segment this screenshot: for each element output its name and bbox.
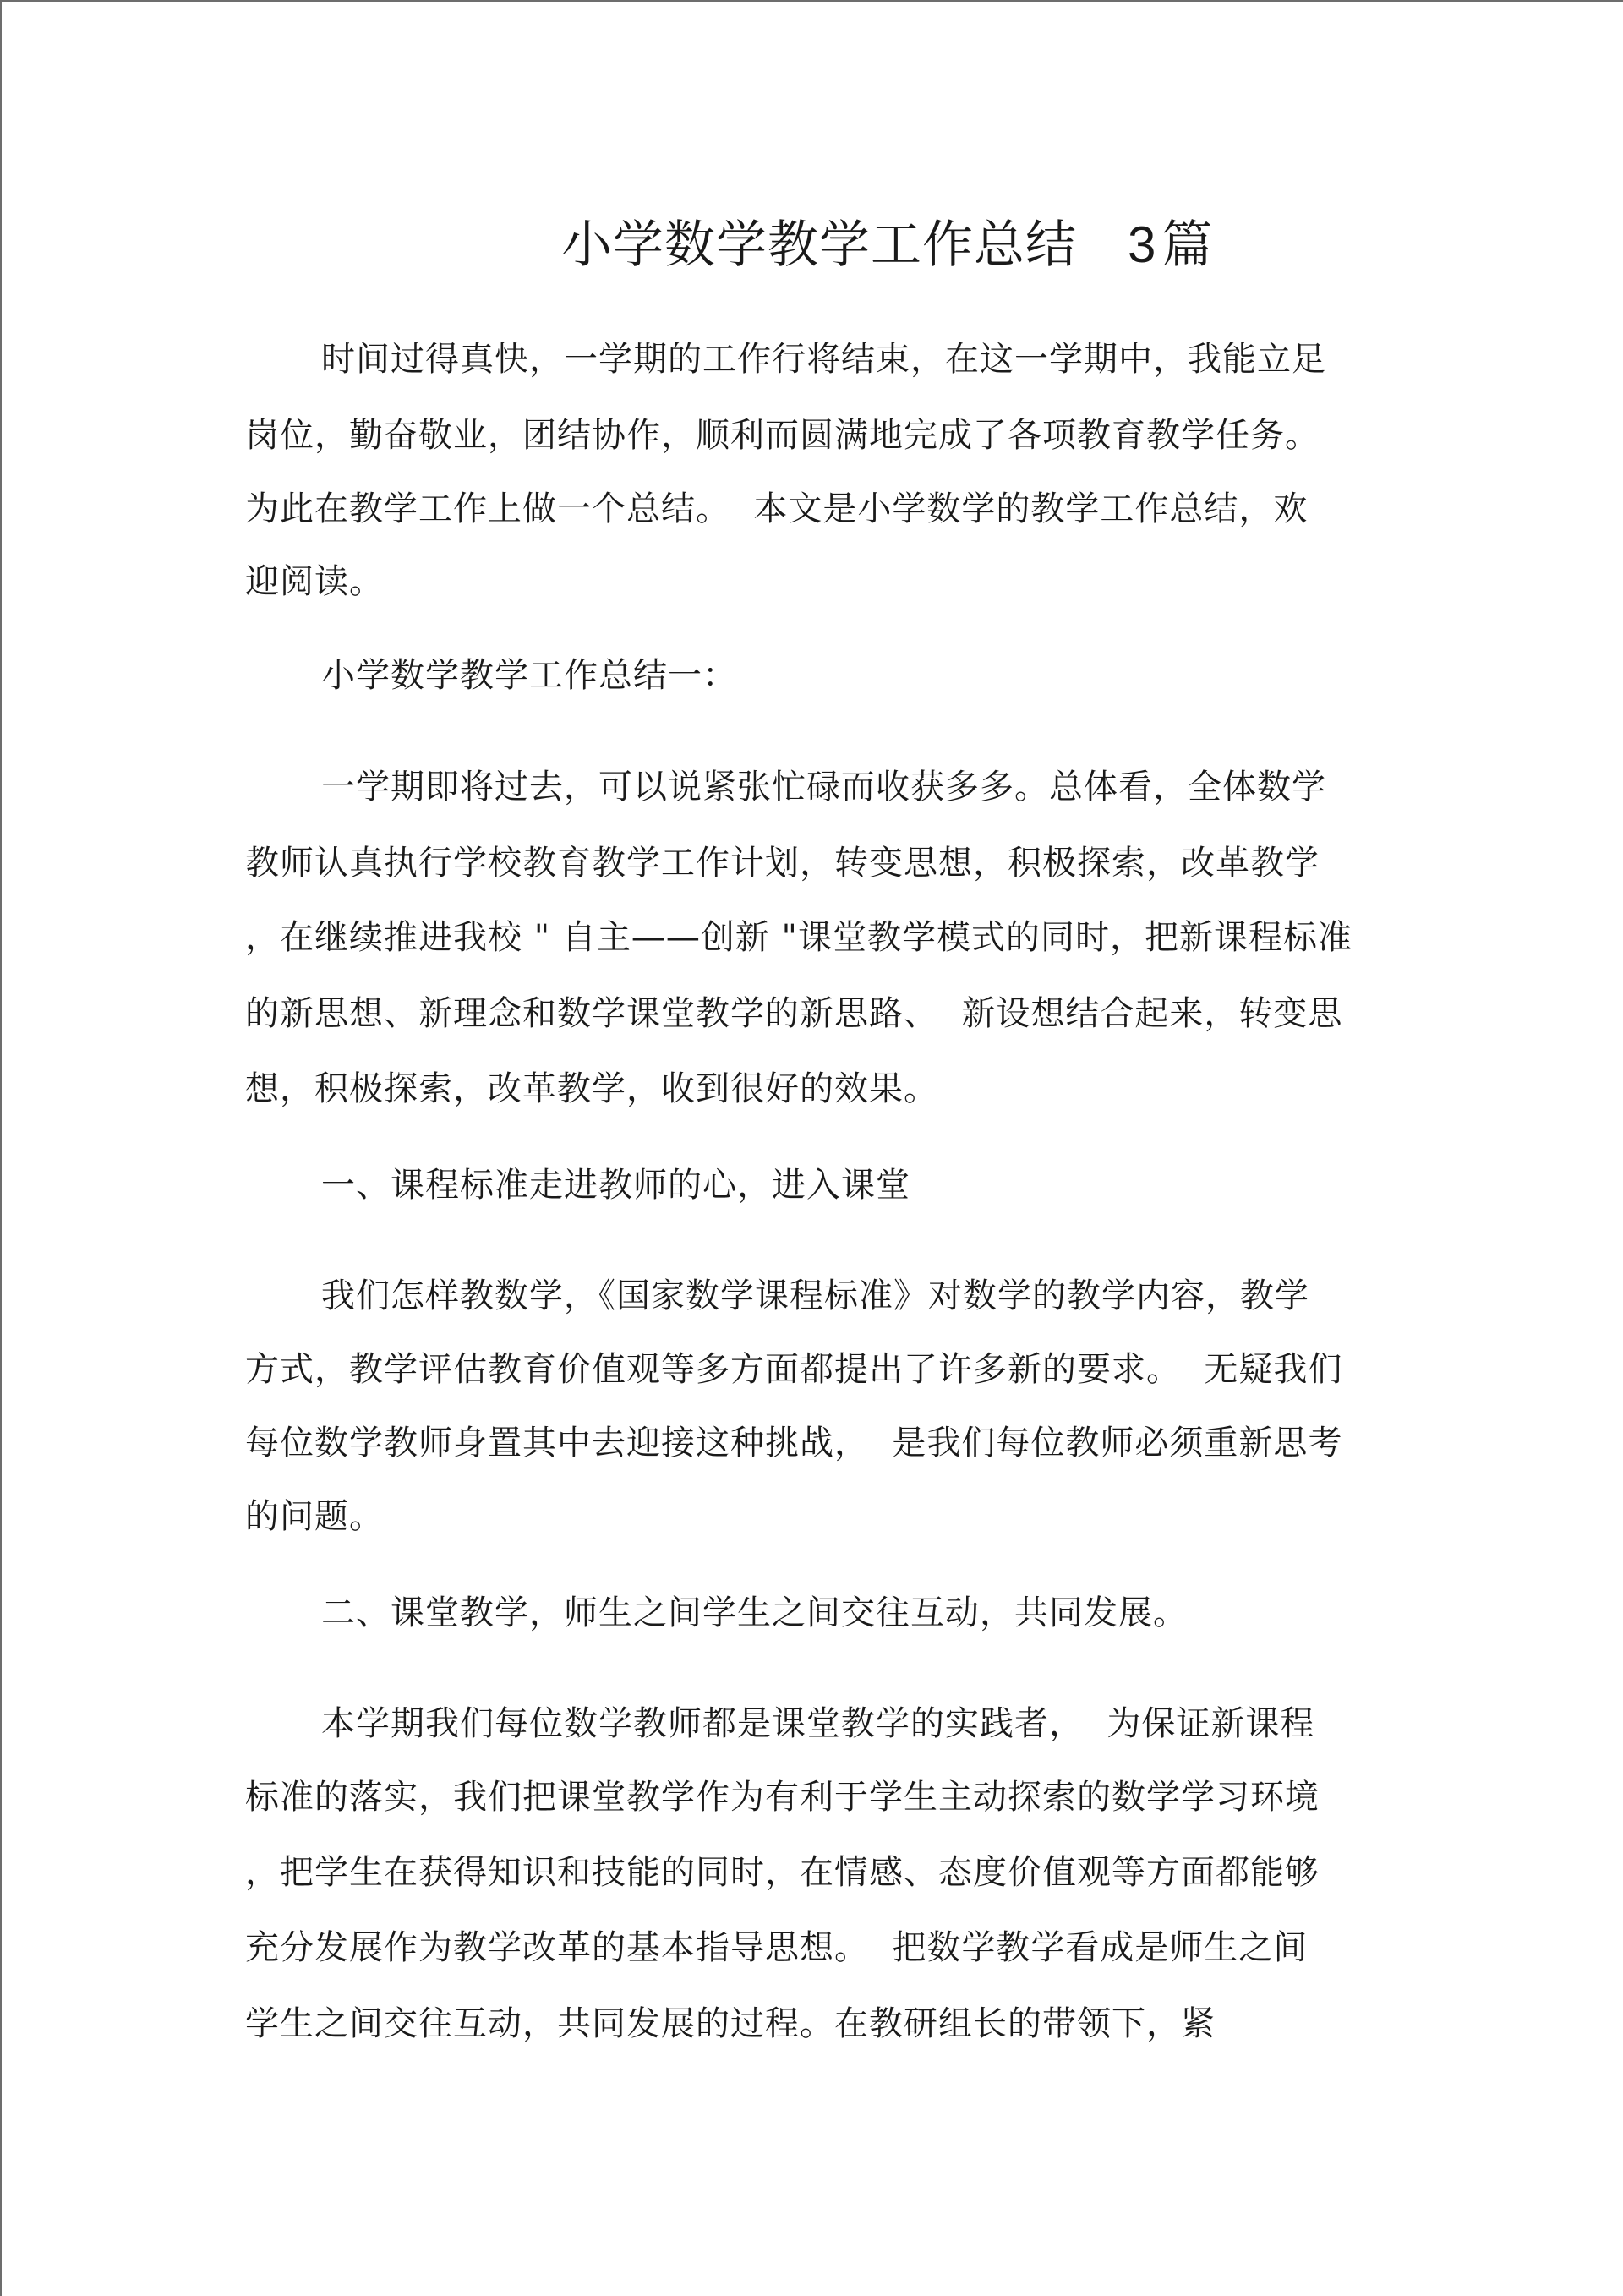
paragraph-line: 方式，教学评估教育价值观等多方面都提出了许多新的要求。 无疑我们 [245,1350,1343,1389]
paragraph-line: 我们怎样教数学，《国家数学课程标准》对数学的教学内容，教学 [321,1276,1309,1315]
paragraph-line: ，在继续推进我校 " 自主——创新 "课堂教学模式的同时，把新课程标准 [245,918,1352,957]
document-title [561,207,1213,283]
paragraph-line: 迎阅读。 [245,562,384,601]
title-main: 小学数学教学工作总结 [561,216,1077,275]
paragraph-line: 一学期即将过去，可以说紧张忙碌而收获多多。总体看，全体数学 [321,768,1326,806]
paragraph-line: 时间过得真快，一学期的工作行将结束，在这一学期中，我能立足 [321,340,1326,379]
paragraph-line: 标准的落实，我们把课堂教学作为有利于学生主动探索的数学学习环境 [245,1778,1320,1817]
paragraph-line: 学生之间交往互动，共同发展的过程。在教研组长的带领下，紧 [245,2004,1216,2043]
paragraph-line: 的新思想、新理念和数学课堂教学的新思路、 新设想结合起来，转变思 [245,994,1343,1033]
paragraph-line: 本学期我们每位数学教师都是课堂教学的实践者， 为保证新课程 [321,1704,1315,1743]
paragraph-line: 为此在教学工作上做一个总结。 本文是小学数学的教学工作总结，欢 [245,489,1309,528]
title-count: 3 [1128,216,1157,273]
paragraph-line: 教师认真执行学校教育教学工作计划，转变思想，积极探索，改革教学 [245,844,1320,883]
paragraph-line: 岗位，勤奋敬业，团结协作，顺利而圆满地完成了各项教育教学任务。 [245,416,1320,455]
paragraph-line: 充分发展作为教学改革的基本指导思想。 把数学教学看成是师生之间 [245,1928,1309,1967]
paragraph-line: 每位数学教师身置其中去迎接这种挑战， 是我们每位教师必须重新思考 [245,1424,1343,1462]
paragraph-line: 的问题。 [245,1497,384,1536]
title-suffix: 篇 [1161,216,1214,275]
section-heading: 小学数学教学工作总结一： [321,656,737,695]
section-heading: 二、课堂教学，师生之间学生之间交往互动，共同发展。 [321,1594,1188,1632]
paragraph-line: 想，积极探索，改革教学，收到很好的效果。 [245,1069,938,1108]
paragraph-line: ，把学生在获得知识和技能的同时，在情感、态度价值观等方面都能够 [245,1853,1320,1892]
section-heading: 一、课程标准走进教师的心，进入课堂 [321,1166,910,1205]
